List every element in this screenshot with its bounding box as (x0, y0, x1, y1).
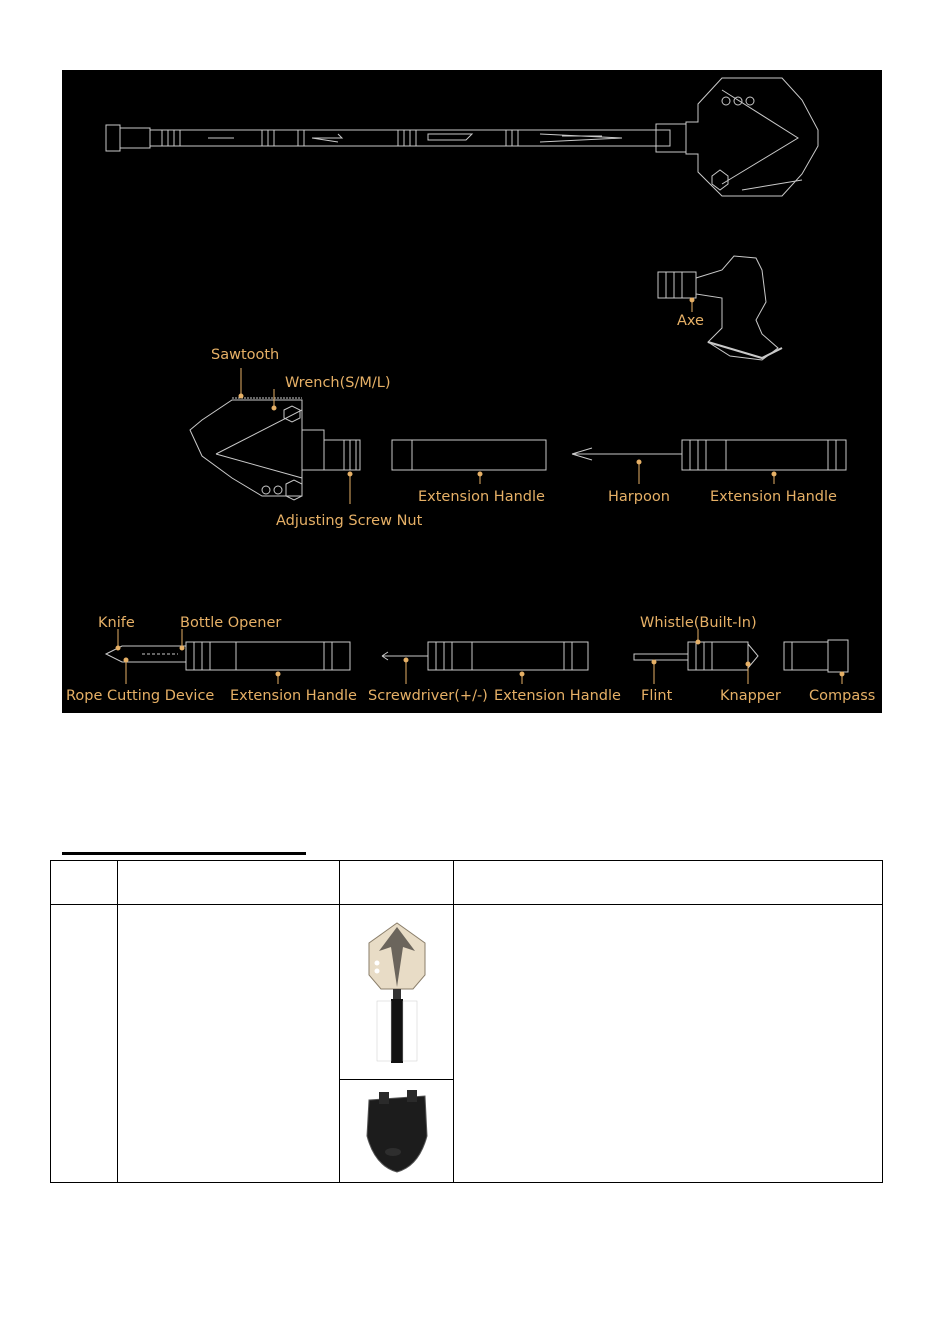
extension-handle-1-part (392, 440, 546, 470)
harpoon-part (572, 440, 846, 470)
label-sawtooth: Sawtooth (211, 347, 280, 363)
table-header-row (51, 861, 883, 905)
screwdriver-part (382, 642, 588, 670)
exploded-diagram (62, 70, 882, 713)
header-cell-name (118, 861, 340, 905)
row-cell-description (454, 905, 883, 1183)
label-adjusting-screw-nut: Adjusting Screw Nut (276, 513, 423, 529)
row-cell-no (51, 905, 118, 1183)
spade-head-part (190, 398, 360, 500)
knife-part (106, 642, 350, 670)
carry-pouch-photo-cell (340, 1080, 454, 1183)
row-cell-name (118, 905, 340, 1183)
carry-pouch-photo (357, 1086, 437, 1176)
parts-table (50, 860, 883, 1183)
label-extension-handle-1: Extension Handle (418, 489, 545, 505)
label-knife: Knife (98, 615, 135, 631)
label-axe: Axe (677, 313, 704, 329)
label-extension-handle-4: Extension Handle (494, 688, 621, 704)
label-whistle: Whistle(Built-In) (640, 615, 757, 631)
label-screwdriver: Screwdriver(+/-) (368, 688, 488, 704)
label-compass: Compass (809, 688, 876, 704)
label-extension-handle-2: Extension Handle (710, 489, 837, 505)
label-knapper: Knapper (720, 688, 781, 704)
label-rope-cutting-device: Rope Cutting Device (66, 688, 215, 704)
label-harpoon: Harpoon (608, 489, 670, 505)
label-bottle-opener: Bottle Opener (180, 615, 282, 631)
table-row (51, 905, 883, 1080)
header-cell-no (51, 861, 118, 905)
axe-part (658, 256, 782, 360)
shovel-photo-cell (340, 905, 454, 1080)
header-cell-picture (340, 861, 454, 905)
label-wrench: Wrench(S/M/L) (285, 375, 391, 391)
header-cell-description (454, 861, 883, 905)
shovel-photo (357, 917, 437, 1067)
section-heading-underline (62, 852, 306, 855)
label-flint: Flint (641, 688, 673, 704)
label-extension-handle-3: Extension Handle (230, 688, 357, 704)
assembled-shovel (106, 78, 818, 196)
compass-part (784, 640, 848, 672)
flint-whistle-part (634, 642, 758, 670)
